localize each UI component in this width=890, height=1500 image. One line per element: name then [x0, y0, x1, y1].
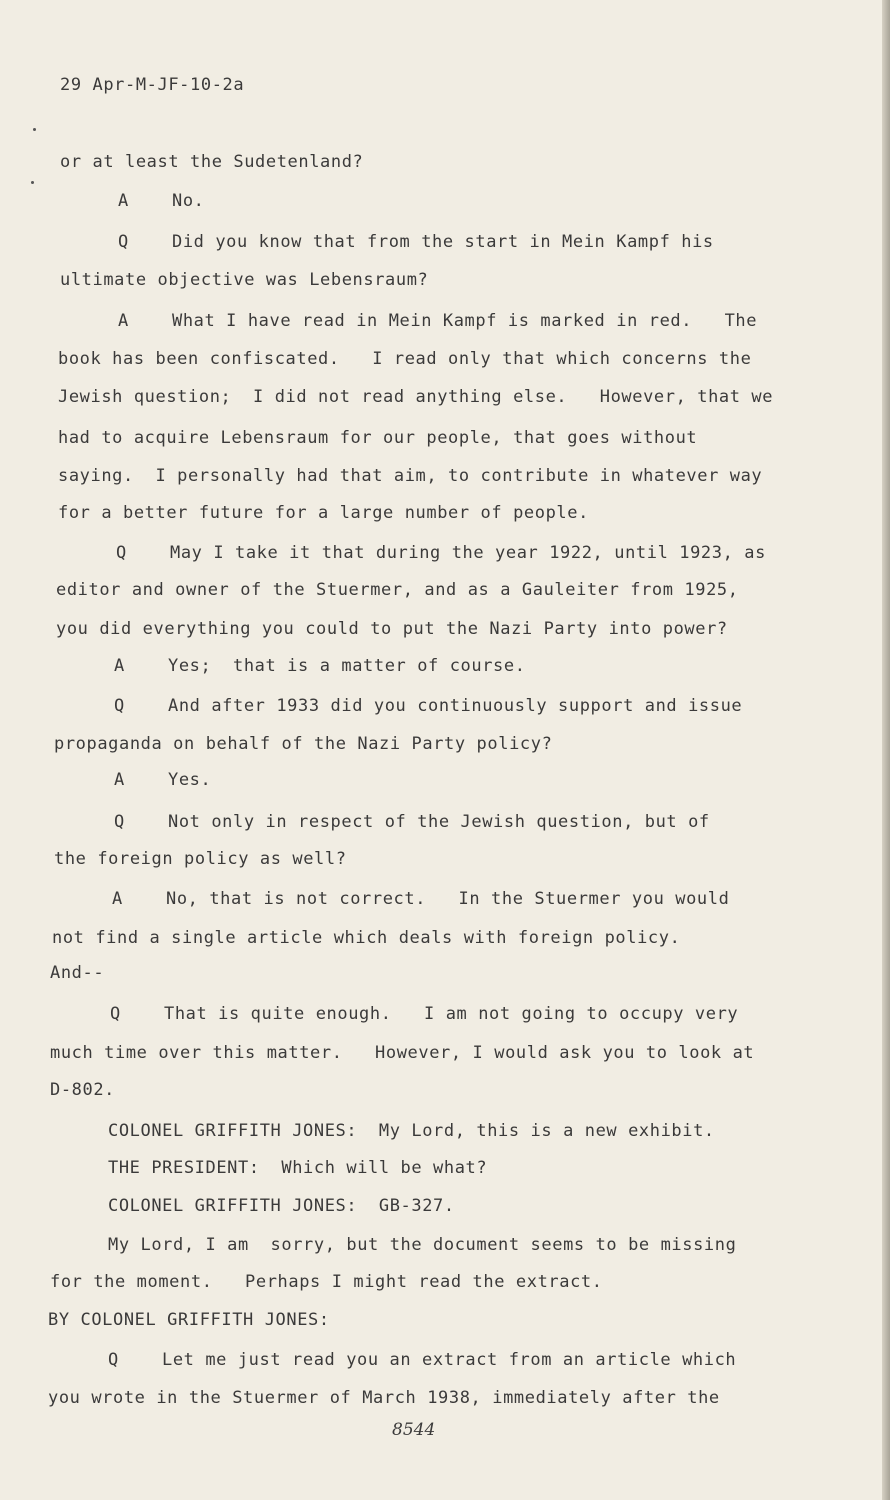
text-line: propaganda on behalf of the Nazi Party policy?	[54, 734, 553, 754]
text-line	[108, 1350, 736, 1370]
line-text: No, that is not correct. In the Stuermer you would	[166, 889, 730, 909]
text-line: much time over this matter. However, I would ask you to look at	[50, 1043, 755, 1063]
text-line: THE PRESIDENT: Which will be what?	[108, 1158, 488, 1178]
text-line: you wrote in the Stuermer of March 1938, immediately after the	[48, 1388, 720, 1408]
speaker-label: Q	[108, 1350, 119, 1370]
text-line: had to acquire Lebensraum for our people, that goes without	[58, 428, 698, 448]
margin-mark	[33, 128, 36, 131]
text-line	[114, 812, 710, 832]
text-line: COLONEL GRIFFITH JONES: GB-327.	[108, 1196, 455, 1216]
page-number: 8544	[392, 1420, 436, 1440]
text-line: D-802.	[50, 1080, 116, 1100]
speaker-label: Q	[110, 1004, 121, 1024]
line-text: May I take it that during the year 1922, until 1923, as	[170, 543, 766, 563]
text-line: for a better future for a large number of people.	[58, 503, 589, 523]
line-text: What I have read in Mein Kampf is marked in red. The	[172, 311, 758, 331]
text-line: My Lord, I am sorry, but the document seems to be missing	[108, 1235, 737, 1255]
text-line: you did everything you could to put the Nazi Party into power?	[56, 619, 728, 639]
text-line: or at least the Sudetenland?	[60, 152, 364, 172]
text-line: BY COLONEL GRIFFITH JONES:	[48, 1310, 330, 1330]
text-line: the foreign policy as well?	[54, 849, 347, 869]
text-line	[112, 889, 729, 909]
line-text: Let me just read you an extract from an article which	[162, 1350, 737, 1370]
line-text: Yes; that is a matter of course.	[168, 656, 526, 676]
speaker-label: Q	[114, 696, 125, 716]
text-line	[116, 543, 766, 563]
speaker-label: Q	[118, 232, 129, 252]
text-line	[118, 191, 205, 211]
speaker-label: A	[118, 311, 129, 331]
speaker-label: Q	[114, 812, 125, 832]
line-text: That is quite enough. I am not going to occupy very	[164, 1004, 739, 1024]
text-line	[118, 232, 714, 252]
speaker-label: A	[118, 191, 129, 211]
line-text: And after 1933 did you continuously support and issue	[168, 696, 743, 716]
text-line: book has been confiscated. I read only that which concerns the	[58, 349, 752, 369]
line-text: Not only in respect of the Jewish question, but of	[168, 812, 710, 832]
margin-mark	[31, 181, 34, 184]
text-line: editor and owner of the Stuermer, and as a Gauleiter from 1925,	[56, 580, 739, 600]
speaker-label: Q	[116, 543, 127, 563]
text-line	[114, 770, 211, 790]
speaker-label: A	[114, 770, 125, 790]
text-line: ultimate objective was Lebensraum?	[60, 270, 429, 290]
line-text: Yes.	[168, 770, 212, 790]
text-line: saying. I personally had that aim, to contribute in whatever way	[58, 466, 763, 486]
line-text: No.	[172, 191, 205, 211]
page-edge	[882, 0, 890, 1500]
page-header: 29 Apr-M-JF-10-2a	[60, 75, 245, 95]
text-line: for the moment. Perhaps I might read the extract.	[50, 1272, 603, 1292]
text-line	[118, 311, 757, 331]
speaker-label: A	[112, 889, 123, 909]
text-line: Jewish question; I did not read anything else. However, that we	[58, 387, 774, 407]
text-line	[110, 1004, 738, 1024]
text-line: not find a single article which deals with foreign policy.	[52, 928, 681, 948]
text-line	[114, 696, 742, 716]
line-text: Did you know that from the start in Mein Kampf his	[172, 232, 714, 252]
text-line: COLONEL GRIFFITH JONES: My Lord, this is a new exhibit.	[108, 1121, 715, 1141]
text-line	[114, 656, 526, 676]
text-line: And--	[50, 963, 105, 983]
speaker-label: A	[114, 656, 125, 676]
